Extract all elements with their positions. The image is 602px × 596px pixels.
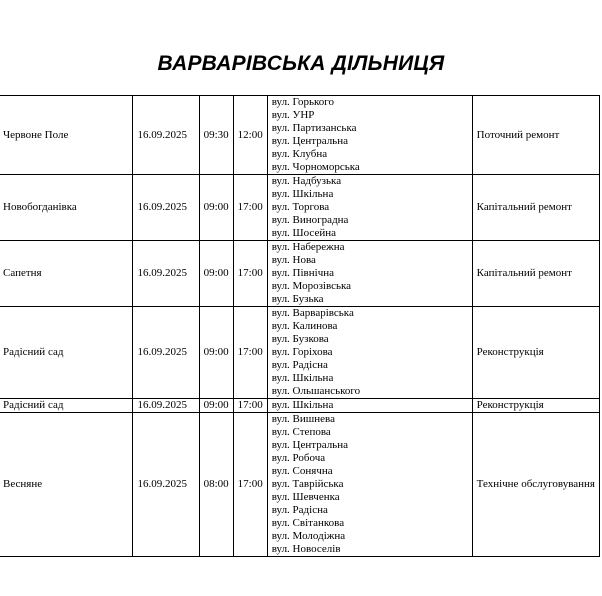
street-item: вул. Морозівська: [271, 280, 352, 292]
street-item: вул. Чорноморська: [271, 161, 360, 173]
table-row: [0, 175, 600, 241]
street-item: вул. Шкільна: [271, 188, 334, 200]
end-time-cell: 12:00: [233, 96, 267, 175]
table-row: [0, 96, 600, 175]
date-cell: 16.09.2025: [133, 307, 199, 399]
street-item: вул. Партизанська: [271, 122, 357, 134]
street-item: вул. Ольшанського: [271, 385, 361, 397]
schedule-table-body: [0, 96, 600, 557]
end-time-cell: 17:00: [233, 241, 267, 307]
street-item: вул. Світанкова: [271, 517, 345, 529]
street-item: вул. Набережна: [271, 241, 345, 253]
street-item: вул. Калинова: [271, 320, 338, 332]
street-item: вул. Клубна: [271, 148, 328, 160]
village-cell: Радісний сад: [0, 307, 133, 399]
village-cell: Новобогданівка: [0, 175, 133, 241]
work-type-cell: Поточний ремонт: [472, 96, 599, 175]
street-item: вул. Радісна: [271, 359, 328, 371]
street-item: вул. Нова: [271, 254, 316, 266]
start-time-cell: 09:00: [199, 307, 233, 399]
village-cell: Радісний сад: [0, 399, 133, 413]
village-cell: Сапетня: [0, 241, 133, 307]
street-item: вул. Північна: [271, 267, 334, 279]
table-row: [0, 241, 600, 307]
street-item: вул. Бузкова: [271, 333, 329, 345]
streets-cell: [267, 175, 472, 241]
street-item: вул. Горького: [271, 96, 334, 108]
end-time-cell: 17:00: [233, 307, 267, 399]
street-item: вул. Таврійська: [271, 478, 344, 490]
street-item: вул. Виноградна: [271, 214, 349, 226]
date-cell: 16.09.2025: [133, 241, 199, 307]
street-item: вул. Сонячна: [271, 465, 333, 477]
street-item: вул. Центральна: [271, 439, 348, 451]
table-row: [0, 307, 600, 399]
street-item: вул. Молодіжна: [271, 530, 346, 542]
work-type-cell: Технічне обслуговування: [472, 413, 599, 557]
street-item: вул. Шевченка: [271, 491, 340, 503]
street-item: вул. Торгова: [271, 201, 330, 213]
street-item: вул. Центральна: [271, 135, 348, 147]
start-time-cell: 09:00: [199, 175, 233, 241]
street-item: вул. Надбузька: [271, 175, 342, 187]
date-cell: 16.09.2025: [133, 175, 199, 241]
street-item: вул. Варварівська: [271, 307, 354, 319]
end-time-cell: 17:00: [233, 413, 267, 557]
street-item: вул. Горіхова: [271, 346, 333, 358]
start-time-cell: 09:00: [199, 241, 233, 307]
schedule-table: [0, 95, 600, 557]
street-item: вул. Шкільна: [271, 372, 334, 384]
streets-cell: [267, 241, 472, 307]
date-cell: 16.09.2025: [133, 96, 199, 175]
village-cell: Червоне Поле: [0, 96, 133, 175]
street-item: вул. Робоча: [271, 452, 326, 464]
work-type-cell: Капітальний ремонт: [472, 175, 599, 241]
work-type-cell: Реконструкція: [472, 307, 599, 399]
work-type-cell: Реконструкція: [472, 399, 599, 413]
village-cell: Весняне: [0, 413, 133, 557]
street-item: вул. Степова: [271, 426, 331, 438]
streets-cell: [267, 399, 472, 413]
end-time-cell: 17:00: [233, 175, 267, 241]
street-item: вул. Шосейна: [271, 227, 336, 239]
streets-cell: [267, 96, 472, 175]
work-type-cell: Капітальний ремонт: [472, 241, 599, 307]
table-row: [0, 399, 600, 413]
date-cell: 16.09.2025: [133, 413, 199, 557]
date-cell: 16.09.2025: [133, 399, 199, 413]
street-item: вул. Новоселів: [271, 543, 341, 555]
street-item: вул. Радісна: [271, 504, 328, 516]
start-time-cell: 09:30: [199, 96, 233, 175]
end-time-cell: 17:00: [233, 399, 267, 413]
page-title: ВАРВАРІВСЬКА ДІЛЬНИЦЯ: [157, 52, 445, 75]
table-row: [0, 413, 600, 557]
streets-cell: [267, 413, 472, 557]
street-item: вул. Бузька: [271, 293, 324, 305]
street-item: вул. Шкільна: [271, 399, 334, 411]
streets-cell: [267, 307, 472, 399]
start-time-cell: 09:00: [199, 399, 233, 413]
street-item: вул. Вишнева: [271, 413, 335, 425]
start-time-cell: 08:00: [199, 413, 233, 557]
street-item: вул. УНР: [271, 109, 315, 121]
